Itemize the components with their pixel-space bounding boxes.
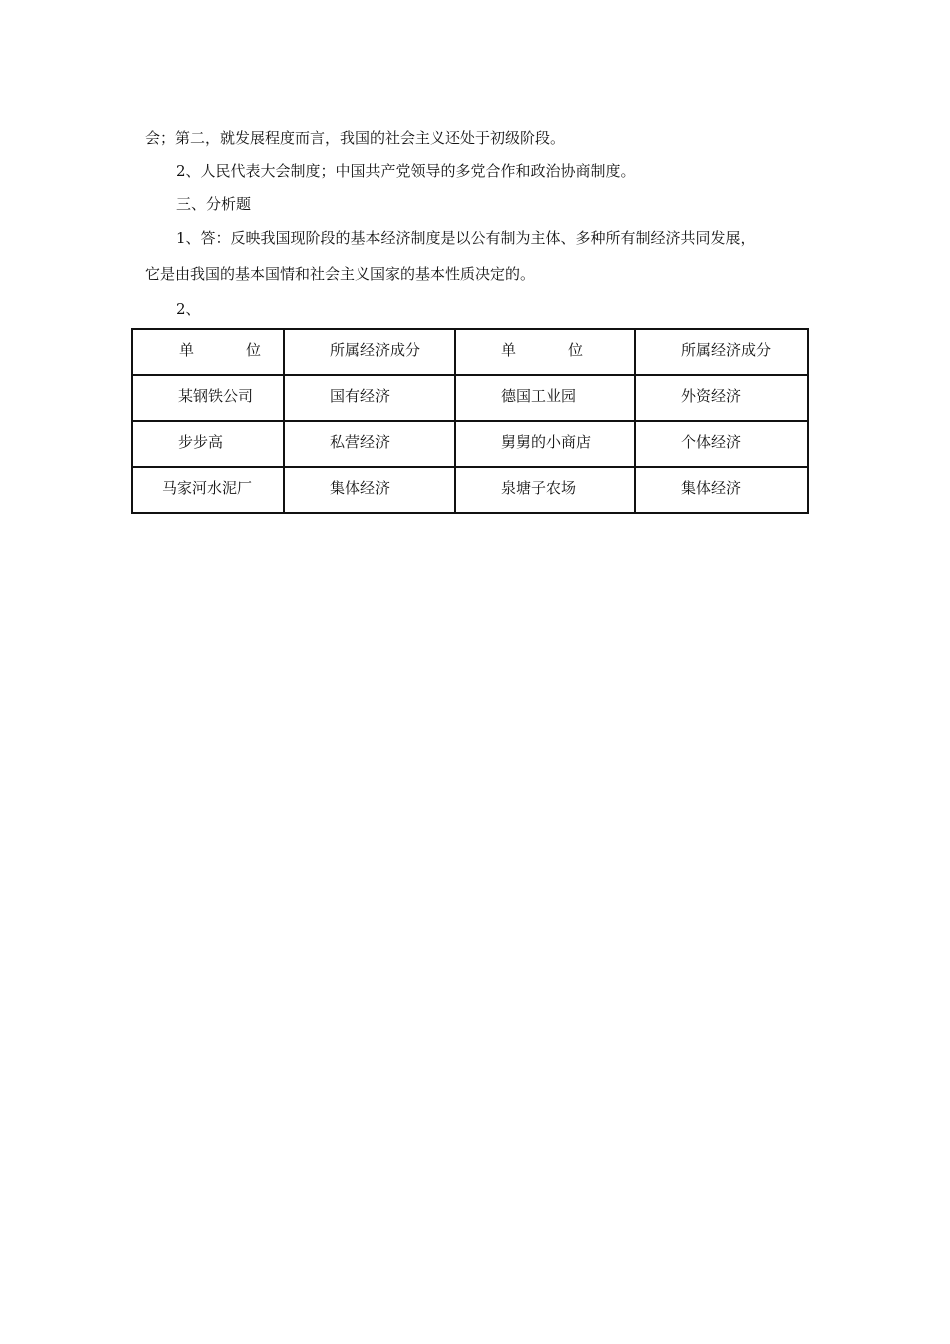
sector-cell xyxy=(635,421,808,467)
sector-value: 集体经济 xyxy=(681,479,742,497)
header-sector-cell xyxy=(635,329,808,375)
unit-name: 步步高 xyxy=(178,433,224,451)
sector-cell xyxy=(284,421,455,467)
analysis-answer-1-line-1: 1、答：反映我国现阶段的基本经济制度是以公有制为主体、多种所有制经济共同发展， xyxy=(176,229,756,247)
header-sector-cell xyxy=(284,329,455,375)
table-row xyxy=(132,375,808,421)
sector-value: 集体经济 xyxy=(330,479,391,497)
sector-value: 外资经济 xyxy=(681,387,742,405)
section-heading-analysis: 三、分析题 xyxy=(176,195,252,213)
unit-name: 舅舅的小商店 xyxy=(501,433,592,451)
unit-cell xyxy=(132,375,284,421)
sector-value: 私营经济 xyxy=(330,433,391,451)
table-row xyxy=(132,421,808,467)
paragraph-continuation: 会；第二，就发展程度而言，我国的社会主义还处于初级阶段。 xyxy=(145,129,566,147)
sector-value: 国有经济 xyxy=(330,387,391,405)
unit-cell xyxy=(132,421,284,467)
answer-2: 2、人民代表大会制度；中国共产党领导的多党合作和政治协商制度。 xyxy=(176,162,636,180)
header-unit-char-2: 位 xyxy=(246,341,262,359)
unit-name: 德国工业园 xyxy=(501,387,577,405)
unit-name: 泉塘子农场 xyxy=(501,479,577,497)
sector-cell xyxy=(635,375,808,421)
header-unit-char-2: 位 xyxy=(568,341,584,359)
analysis-answer-1-line-2: 它是由我国的基本国情和社会主义国家的基本性质决定的。 xyxy=(145,265,536,283)
header-sector-label: 所属经济成分 xyxy=(330,341,421,359)
header-unit-char-1: 单 xyxy=(179,341,195,359)
sector-cell xyxy=(635,467,808,513)
unit-cell xyxy=(132,467,284,513)
unit-cell xyxy=(455,375,635,421)
sector-value: 个体经济 xyxy=(681,433,742,451)
unit-cell xyxy=(455,467,635,513)
header-unit-cell xyxy=(132,329,284,375)
header-unit-cell xyxy=(455,329,635,375)
table-header-row xyxy=(132,329,808,375)
header-sector-label: 所属经济成分 xyxy=(681,341,772,359)
unit-name: 某钢铁公司 xyxy=(178,387,254,405)
analysis-answer-2-label: 2、 xyxy=(176,300,201,318)
table-row xyxy=(132,467,808,513)
sector-cell xyxy=(284,375,455,421)
unit-cell xyxy=(455,421,635,467)
unit-name: 马家河水泥厂 xyxy=(162,479,253,497)
economic-sector-table xyxy=(131,328,809,514)
header-unit-char-1: 单 xyxy=(501,341,517,359)
sector-cell xyxy=(284,467,455,513)
